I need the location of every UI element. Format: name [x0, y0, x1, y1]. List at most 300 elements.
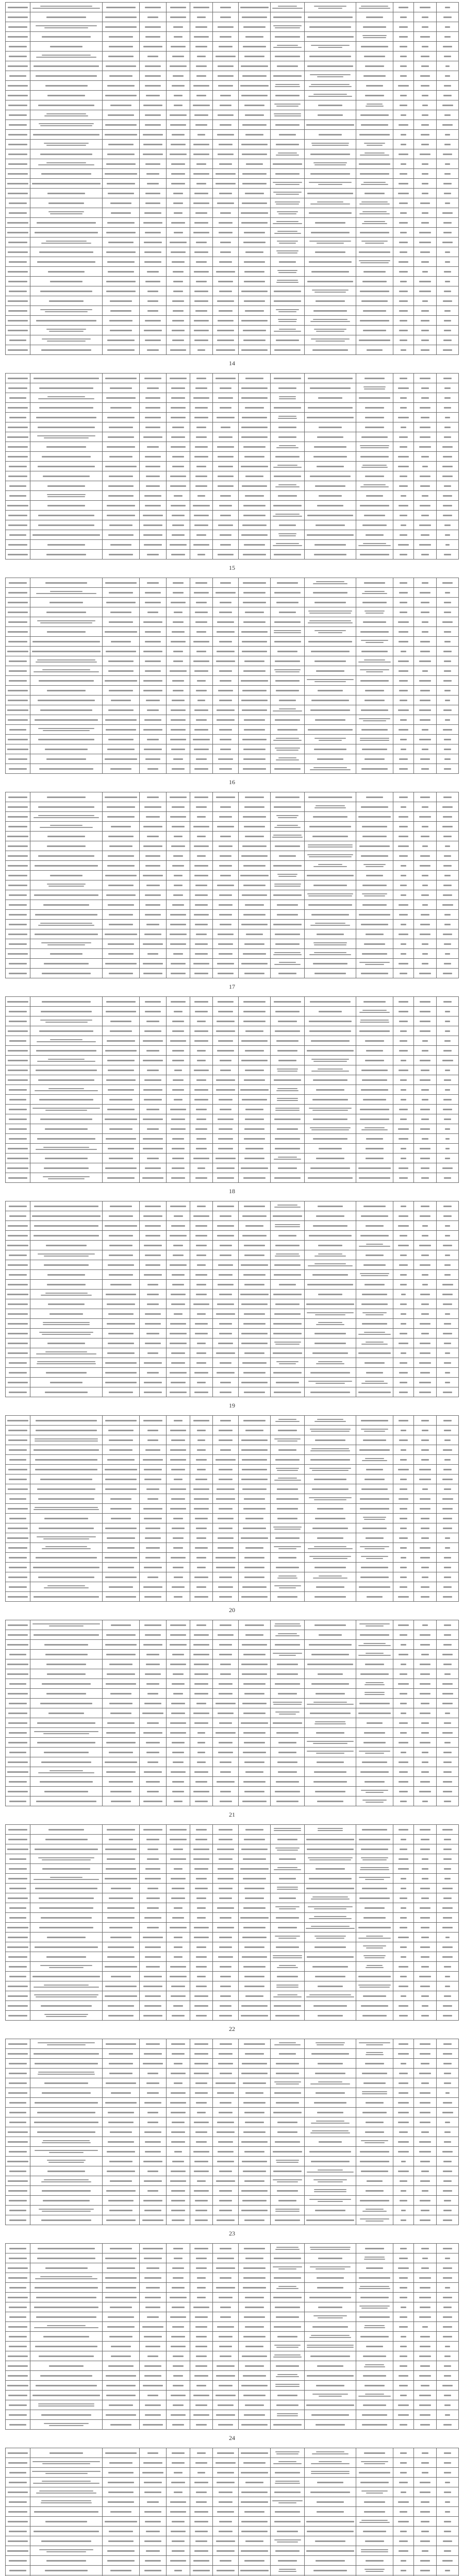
illegible-text [170, 1264, 186, 1266]
illegible-text [442, 212, 453, 214]
illegible-text [8, 16, 27, 18]
illegible-text [172, 427, 185, 428]
table-cell [305, 1250, 356, 1260]
table-cell [305, 1435, 356, 1445]
table-cell [271, 22, 305, 32]
illegible-text [107, 1040, 135, 1042]
table-cell [271, 1260, 305, 1270]
table-cell [414, 316, 437, 326]
table-cell [414, 32, 437, 42]
illegible-text [219, 1596, 233, 1598]
table-cell [190, 1134, 213, 1144]
illegible-text [421, 1722, 429, 1724]
table-row [6, 140, 459, 149]
illegible-text [9, 1128, 27, 1130]
illegible-text [277, 211, 298, 212]
table-cell [305, 656, 356, 666]
illegible-text [400, 320, 407, 321]
table-cell [103, 374, 140, 383]
table-cell [414, 1592, 437, 1602]
illegible-text [366, 1225, 383, 1227]
table-cell [239, 1358, 271, 1368]
table-cell [30, 3, 103, 12]
table-cell [414, 1650, 437, 1659]
illegible-text [274, 1079, 302, 1081]
table-cell [30, 1144, 103, 1154]
table-cell [271, 1563, 305, 1572]
illegible-text [8, 855, 27, 857]
table-cell [103, 511, 140, 520]
table-cell [30, 880, 103, 890]
table-cell [213, 861, 239, 871]
table-cell [213, 1494, 239, 1504]
illegible-text [444, 1323, 451, 1325]
table-cell [356, 540, 393, 550]
illegible-text [307, 36, 354, 38]
illegible-text [171, 1469, 185, 1470]
illegible-text [8, 1488, 28, 1490]
illegible-text [400, 1303, 407, 1305]
table-cell [167, 335, 190, 345]
illegible-text [445, 1313, 450, 1315]
illegible-text [195, 387, 207, 389]
illegible-text [278, 1557, 296, 1558]
illegible-text [279, 1363, 296, 1364]
illegible-text [275, 1011, 299, 1012]
illegible-text [144, 1518, 162, 1519]
table-cell [305, 959, 356, 969]
illegible-text [275, 796, 299, 798]
table-cell [103, 1640, 140, 1650]
illegible-text [36, 320, 96, 321]
table-cell [437, 326, 459, 335]
table-cell [190, 1338, 213, 1348]
table-cell [213, 1650, 239, 1659]
illegible-text [45, 1110, 87, 1111]
illegible-text [173, 193, 183, 194]
table-cell [213, 1338, 239, 1348]
table-cell [6, 1387, 30, 1397]
illegible-text [277, 1100, 299, 1101]
illegible-text [196, 934, 207, 935]
illegible-text [144, 1245, 162, 1246]
illegible-text [196, 534, 206, 536]
table-cell [167, 189, 190, 198]
illegible-text [274, 806, 302, 808]
illegible-text [398, 1624, 408, 1626]
table-row [6, 179, 459, 189]
illegible-text [274, 768, 300, 770]
table-cell [437, 735, 459, 744]
table-cell [103, 100, 140, 110]
table-cell [437, 169, 459, 179]
illegible-text [144, 806, 161, 808]
table-cell [167, 228, 190, 238]
table-cell [30, 530, 103, 540]
table-cell [305, 52, 356, 61]
illegible-text [307, 65, 353, 67]
illegible-text [279, 855, 296, 857]
illegible-text [444, 612, 452, 613]
illegible-text [358, 1645, 391, 1646]
table-cell [271, 1514, 305, 1523]
illegible-text [172, 700, 185, 701]
table-cell [213, 1329, 239, 1338]
illegible-text [172, 1586, 185, 1588]
table-cell [6, 1280, 30, 1290]
table-cell [239, 792, 271, 802]
table-cell [140, 792, 167, 802]
illegible-text [315, 251, 345, 253]
table-row [6, 403, 459, 413]
illegible-text [360, 1546, 389, 1547]
table-cell [271, 959, 305, 969]
illegible-text [313, 1118, 347, 1120]
table-cell [190, 1270, 213, 1280]
table-cell [103, 637, 140, 647]
table-cell [393, 1134, 414, 1144]
illegible-text [422, 729, 428, 731]
illegible-text [421, 310, 429, 312]
table-cell [305, 81, 356, 91]
illegible-text [421, 387, 428, 389]
table-cell [437, 1699, 459, 1708]
illegible-text [170, 1372, 187, 1374]
table-cell [239, 52, 271, 61]
illegible-text [445, 1030, 451, 1032]
table-cell [213, 1435, 239, 1445]
table-cell [305, 1154, 356, 1163]
table-cell [190, 1241, 213, 1250]
illegible-text [218, 1148, 233, 1149]
table-cell [393, 471, 414, 481]
illegible-text [9, 582, 26, 584]
illegible-text [171, 407, 186, 409]
table-cell [140, 3, 167, 12]
illegible-text [364, 1479, 385, 1480]
table-cell [140, 871, 167, 880]
table-row [6, 871, 459, 880]
illegible-text [241, 1303, 268, 1305]
illegible-text [419, 660, 432, 662]
illegible-text [278, 1449, 296, 1451]
illegible-text [275, 56, 300, 57]
illegible-text [147, 16, 159, 18]
illegible-text [400, 1284, 406, 1285]
illegible-text [173, 271, 184, 273]
table-cell [356, 1046, 393, 1056]
table-cell [356, 607, 393, 617]
table-cell [103, 393, 140, 403]
illegible-text [400, 1693, 408, 1694]
illegible-text [145, 855, 161, 857]
table-cell [6, 1105, 30, 1114]
illegible-text [8, 621, 27, 623]
illegible-text [174, 495, 183, 497]
illegible-text [241, 1439, 268, 1441]
illegible-text [243, 505, 266, 506]
illegible-text [443, 1099, 452, 1100]
illegible-text [445, 953, 450, 955]
table-cell [414, 71, 437, 81]
table-cell [271, 812, 305, 822]
illegible-text [40, 709, 92, 711]
table-cell [6, 890, 30, 900]
illegible-text [219, 310, 233, 312]
illegible-text [241, 1449, 268, 1451]
illegible-text [42, 1548, 91, 1549]
illegible-text [48, 1088, 84, 1089]
table-cell [305, 149, 356, 159]
illegible-text [359, 1177, 390, 1179]
illegible-text [422, 749, 428, 750]
table-cell [271, 1523, 305, 1533]
illegible-text [366, 1537, 384, 1539]
table-cell [271, 1299, 305, 1309]
table-cell [30, 696, 103, 705]
table-cell [140, 238, 167, 247]
illegible-text [105, 719, 137, 721]
table-cell [437, 238, 459, 247]
table-cell [239, 666, 271, 676]
table-cell [393, 1085, 414, 1095]
table-cell [190, 71, 213, 81]
table-cell [103, 666, 140, 676]
illegible-text [220, 1664, 231, 1665]
illegible-text [172, 456, 184, 457]
table-cell [239, 1708, 271, 1718]
table-cell [103, 1582, 140, 1592]
illegible-text [309, 826, 351, 827]
illegible-text [218, 1547, 233, 1549]
table-cell [414, 91, 437, 100]
illegible-text [172, 524, 184, 526]
table-cell [437, 588, 459, 598]
illegible-text [421, 1654, 429, 1655]
illegible-text [366, 642, 383, 643]
table-cell [213, 100, 239, 110]
table-cell [190, 1582, 213, 1592]
illegible-text [8, 1624, 28, 1626]
table-cell [271, 1378, 305, 1387]
illegible-text [399, 826, 407, 827]
table-cell [356, 637, 393, 647]
table-cell [437, 1504, 459, 1514]
table-cell [437, 1231, 459, 1241]
illegible-text [275, 201, 300, 202]
illegible-text [36, 75, 97, 77]
illegible-text [443, 836, 452, 837]
illegible-text [47, 944, 85, 945]
table-cell [167, 179, 190, 189]
illegible-text [309, 241, 351, 242]
table-cell [239, 1465, 271, 1475]
illegible-text [399, 796, 408, 798]
table-cell [271, 413, 305, 422]
illegible-text [420, 7, 430, 8]
table-cell [393, 1465, 414, 1475]
table-cell [140, 422, 167, 432]
table-cell [6, 1085, 30, 1095]
table-cell [356, 1241, 393, 1250]
illegible-text [309, 1235, 351, 1236]
table-cell [356, 744, 393, 754]
table-cell [213, 1124, 239, 1134]
table-cell [239, 1329, 271, 1338]
table-cell [167, 1124, 190, 1134]
table-cell [437, 1221, 459, 1231]
illegible-text [421, 894, 428, 896]
table-cell [6, 471, 30, 481]
table-cell [437, 1523, 459, 1533]
illegible-text [171, 845, 185, 847]
table-cell [103, 851, 140, 861]
table-row [6, 1358, 459, 1368]
illegible-text [171, 1177, 185, 1179]
table-cell [414, 110, 437, 120]
table-cell [271, 822, 305, 832]
illegible-text [312, 1110, 347, 1111]
table-cell [437, 1514, 459, 1523]
illegible-text [216, 1498, 236, 1500]
table-cell [213, 715, 239, 725]
illegible-text [109, 621, 132, 623]
table-cell [305, 1299, 356, 1309]
table-cell [305, 666, 356, 676]
table-cell [213, 851, 239, 861]
illegible-text [420, 641, 430, 642]
table-row [6, 3, 459, 12]
table-cell [414, 22, 437, 32]
illegible-text [398, 193, 409, 194]
table-cell [414, 676, 437, 686]
table-cell [437, 607, 459, 617]
table-cell [167, 607, 190, 617]
illegible-text [365, 1664, 384, 1665]
table-cell [167, 656, 190, 666]
table-cell [239, 627, 271, 637]
table-cell [305, 792, 356, 802]
table-cell [30, 326, 103, 335]
table-cell [437, 910, 459, 920]
table-cell [437, 1426, 459, 1435]
illegible-text [216, 56, 236, 57]
illegible-text [275, 660, 300, 662]
table-cell [393, 861, 414, 871]
illegible-text [171, 709, 185, 711]
illegible-text [274, 331, 301, 332]
illegible-text [279, 445, 296, 446]
table-cell [190, 715, 213, 725]
illegible-text [195, 124, 208, 126]
table-cell [30, 1221, 103, 1231]
illegible-text [36, 1557, 96, 1558]
illegible-text [363, 720, 386, 721]
illegible-text [444, 690, 451, 691]
illegible-text [218, 1713, 234, 1714]
table-cell [393, 530, 414, 540]
table-cell [6, 383, 30, 393]
table-row [6, 42, 459, 52]
illegible-text [399, 7, 408, 8]
table-cell [140, 91, 167, 100]
table-cell [305, 316, 356, 326]
illegible-text [105, 1469, 137, 1470]
table-cell [356, 939, 393, 949]
table-cell [414, 744, 437, 754]
table-cell [103, 1620, 140, 1630]
illegible-text [419, 281, 431, 282]
table-cell [140, 120, 167, 130]
table-cell [271, 1290, 305, 1299]
illegible-text [44, 1644, 88, 1646]
table-cell [271, 764, 305, 774]
illegible-text [360, 486, 389, 487]
illegible-text [364, 56, 385, 57]
illegible-text [401, 806, 406, 808]
illegible-text [217, 340, 234, 341]
table-cell [239, 452, 271, 462]
illegible-text [8, 476, 27, 477]
table-cell [437, 1659, 459, 1669]
illegible-text [420, 758, 430, 760]
illegible-text [245, 836, 264, 837]
table-cell [356, 705, 393, 715]
table-cell [140, 1007, 167, 1016]
illegible-text [173, 26, 183, 28]
table-cell [393, 1319, 414, 1329]
illegible-text [243, 1372, 266, 1374]
illegible-text [172, 1030, 184, 1032]
table-cell [6, 1378, 30, 1387]
table-cell [213, 1319, 239, 1329]
illegible-text [241, 1343, 268, 1344]
illegible-text [399, 1050, 407, 1052]
illegible-text [444, 485, 451, 487]
table-cell [393, 286, 414, 296]
table-cell [103, 1299, 140, 1309]
table-cell [213, 335, 239, 345]
illegible-text [399, 631, 409, 633]
table-cell [103, 1523, 140, 1533]
table-cell [30, 1280, 103, 1290]
table-cell [414, 432, 437, 442]
table-cell [190, 1620, 213, 1630]
illegible-text [310, 709, 350, 711]
illegible-text [220, 1070, 230, 1071]
illegible-text [362, 836, 386, 837]
table-cell [190, 1163, 213, 1173]
table-cell [167, 1640, 190, 1650]
table-cell [437, 413, 459, 422]
table-cell [393, 159, 414, 169]
illegible-text [108, 739, 134, 740]
table-row [6, 520, 459, 530]
illegible-text [194, 1089, 208, 1091]
table-cell [6, 1231, 30, 1241]
illegible-text [243, 768, 266, 770]
table-cell [356, 530, 393, 540]
table-cell [414, 452, 437, 462]
table-cell [167, 1231, 190, 1241]
table-cell [437, 159, 459, 169]
illegible-text [399, 291, 408, 292]
illegible-text [219, 1479, 233, 1480]
table-cell [239, 1553, 271, 1563]
illegible-text [400, 251, 407, 253]
table-cell [414, 491, 437, 501]
illegible-text [365, 243, 384, 244]
